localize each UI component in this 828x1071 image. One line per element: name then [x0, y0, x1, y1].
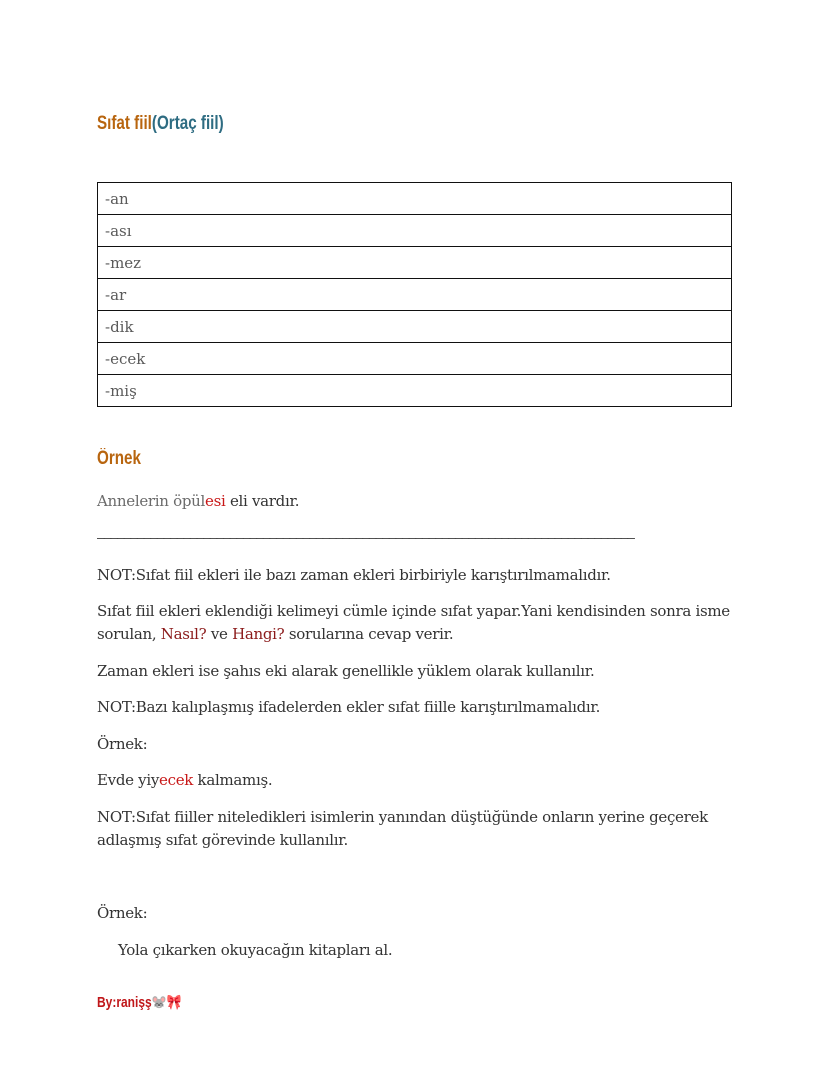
- example-heading: Örnek: [97, 448, 141, 469]
- example-sentence-2: [97, 769, 737, 792]
- note-1: NOT:Sıfat fiil ekleri ile bazı zaman ekleri birbiriyle karıştırılmamalıdır.: [97, 566, 611, 584]
- example-sentence-1: [97, 490, 737, 513]
- paragraph-3: Zaman ekleri ise şahıs eki alarak genellikle yüklem olarak kullanılır.: [97, 662, 595, 680]
- table-row: [98, 375, 732, 407]
- suffix-cell: -an: [98, 183, 732, 215]
- table-row: [98, 279, 732, 311]
- example-2-suffix: ecek: [159, 771, 194, 789]
- example-1-before: Annelerin öpül: [97, 492, 205, 510]
- suffix-cell: -dik: [98, 311, 732, 343]
- example-1-suffix: esi: [205, 492, 226, 510]
- paragraph-2: [97, 600, 737, 646]
- table-row: [98, 183, 732, 215]
- author-signature: [97, 993, 182, 1011]
- divider-line: —————————————————————————————————————————————————————————————————————————————————: [97, 531, 634, 546]
- table-row: [98, 311, 732, 343]
- suffix-cell: -mez: [98, 247, 732, 279]
- para-2-text-2: ve: [206, 625, 233, 643]
- title-main: Sıfat fiil: [97, 113, 152, 134]
- para-2-text-3: sorularına cevap verir.: [284, 625, 454, 643]
- suffix-cell: -miş: [98, 375, 732, 407]
- question-hangi: Hangi?: [232, 625, 285, 643]
- suffix-cell: -ar: [98, 279, 732, 311]
- signature-text: By:ranişş: [97, 994, 152, 1011]
- example-2-after: kalmamış.: [193, 771, 273, 789]
- title-alt: (Ortaç fiil): [151, 113, 224, 134]
- table-row: [98, 247, 732, 279]
- example-label-1: Örnek:: [97, 735, 148, 753]
- mouse-bow-icon: 🐭🎀: [151, 994, 182, 1011]
- suffix-table: [97, 182, 732, 407]
- para-2-text-1: Sıfat fiil ekleri eklendiği kelimeyi cümle içinde sıfat yapar.Yani kendisinden sonra isme sorulan,: [97, 602, 730, 643]
- example-2-before: Evde yiy: [97, 771, 160, 789]
- table-row: [98, 343, 732, 375]
- suffix-cell: -ası: [98, 215, 732, 247]
- suffix-cell: -ecek: [98, 343, 732, 375]
- table-row: [98, 215, 732, 247]
- note-2: NOT:Bazı kalıplaşmış ifadelerden ekler sıfat fiille karıştırılmamalıdır.: [97, 698, 601, 716]
- question-nasil: Nasıl?: [160, 625, 207, 643]
- note-3: NOT:Sıfat fiiller niteledikleri isimlerin yanından düştüğünde onların yerine geçerek adlaşmış sıfat görevinde kullanılır.: [97, 808, 708, 849]
- example-label-2: Örnek:: [97, 904, 148, 922]
- example-sentence-3: Yola çıkarken okuyacağın kitapları al.: [118, 941, 393, 959]
- example-1-after: eli vardır.: [225, 492, 300, 510]
- page-title: [97, 113, 224, 135]
